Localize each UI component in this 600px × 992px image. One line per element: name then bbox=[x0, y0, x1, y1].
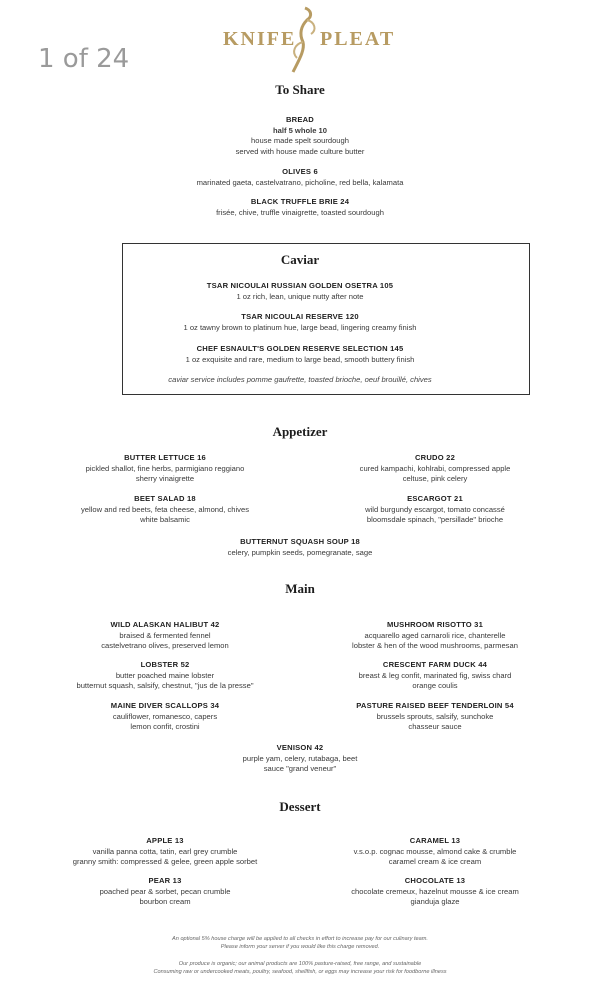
item-name: CARAMEL 13 bbox=[409, 836, 461, 845]
item-name: ESCARGOT 21 bbox=[407, 494, 463, 503]
item-desc: chasseur sauce bbox=[408, 722, 462, 731]
item-desc: bloomsdale spinach, "persillade" brioche bbox=[366, 515, 504, 524]
footnote-line: Consuming raw or undercooked meats, poultry, seafood, shellfish, or eggs may increase your risk for foodborne illness bbox=[153, 968, 447, 975]
item-desc: wild burgundy escargot, tomato concassé bbox=[365, 504, 505, 514]
footnote-line: Our produce is organic; our animal products are 100% pasture-raised, free range, and sustainable bbox=[178, 961, 422, 967]
menu-item-crescent-farm-duck bbox=[300, 660, 570, 692]
item-desc: castelvetrano olives, preserved lemon bbox=[101, 641, 229, 650]
item-name: MUSHROOM RISOTTO 31 bbox=[386, 620, 484, 629]
menu-item-scallops bbox=[30, 701, 300, 733]
item-desc: purple yam, celery, rutabaga, beet bbox=[242, 753, 358, 763]
item-desc: sauce "grand veneur" bbox=[263, 764, 337, 773]
item-desc: orange coulis bbox=[412, 681, 458, 690]
section-title-to-share: To Share bbox=[275, 82, 325, 97]
menu-item-olives bbox=[0, 167, 600, 188]
section-title-appetizer: Appetizer bbox=[272, 424, 328, 439]
item-name: PASTURE RAISED BEEF TENDERLOIN 54 bbox=[356, 701, 514, 710]
item-name: CHEF ESNAULT'S GOLDEN RESERVE SELECTION 145 bbox=[196, 344, 404, 353]
menu-item-pear bbox=[30, 876, 300, 908]
menu-item-lobster bbox=[30, 660, 300, 692]
item-desc: yellow and red beets, feta cheese, almond, chives bbox=[80, 504, 249, 514]
section-title-dessert: Dessert bbox=[279, 799, 321, 814]
item-desc: acquarello aged carnaroli rice, chanterelle bbox=[364, 630, 506, 640]
item-desc: butternut squash, salsify, chestnut, "jus de la presse" bbox=[76, 681, 254, 690]
item-name: PEAR 13 bbox=[148, 876, 182, 885]
item-desc: granny smith: compressed & gelee, green apple sorbet bbox=[72, 857, 258, 866]
item-desc: 1 oz exquisite and rare, medium to large bead, smooth buttery finish bbox=[185, 354, 415, 364]
menu-item-escargot bbox=[300, 494, 570, 526]
menu-item-chocolate bbox=[300, 876, 570, 908]
menu-item-halibut bbox=[30, 620, 300, 652]
item-desc: celery, pumpkin seeds, pomegranate, sage bbox=[227, 547, 373, 557]
item-desc: breast & leg confit, marinated fig, swiss chard bbox=[358, 670, 512, 680]
item-desc: 1 oz tawny brown to platinum hue, large bead, lingering creamy finish bbox=[183, 322, 417, 332]
item-name: BUTTERNUT SQUASH SOUP 18 bbox=[240, 537, 360, 546]
logo-figure-icon bbox=[285, 4, 319, 76]
item-name: TSAR NICOULAI RESERVE 120 bbox=[241, 312, 359, 321]
item-desc: cured kampachi, kohlrabi, compressed apple bbox=[359, 463, 511, 473]
item-name: LOBSTER 52 bbox=[140, 660, 190, 669]
item-desc: brussels sprouts, salsify, sunchoke bbox=[376, 711, 494, 721]
item-desc: braised & fermented fennel bbox=[119, 630, 211, 640]
item-desc: caramel cream & ice cream bbox=[388, 857, 482, 866]
menu-item-caviar-osetra bbox=[0, 281, 600, 302]
item-name: OLIVES 6 bbox=[282, 167, 318, 176]
item-desc: marinated gaeta, castelvatrano, picholine, red bella, kalamata bbox=[196, 177, 404, 187]
menu-item-venison bbox=[0, 743, 600, 775]
section-title-main: Main bbox=[285, 581, 315, 596]
footnote-house-charge bbox=[0, 936, 600, 951]
menu-item-apple bbox=[30, 836, 300, 868]
item-desc: cauliflower, romanesco, capers bbox=[112, 711, 218, 721]
item-desc: vanilla panna cotta, tatin, earl grey crumble bbox=[92, 846, 238, 856]
menu-item-butternut-squash-soup bbox=[0, 537, 600, 558]
item-desc: gianduja glaze bbox=[410, 897, 460, 906]
page-counter: 1 of 24 bbox=[38, 44, 130, 74]
item-desc: v.s.o.p. cognac mousse, almond cake & crumble bbox=[353, 846, 517, 856]
item-desc: white balsamic bbox=[140, 515, 190, 524]
footnote-line: Please inform your server if you would like this charge removed. bbox=[220, 943, 380, 950]
item-name: CRUDO 22 bbox=[415, 453, 455, 462]
item-name: MAINE DIVER SCALLOPS 34 bbox=[110, 701, 220, 710]
item-name: BEET SALAD 18 bbox=[134, 494, 196, 503]
caviar-service-note: caviar service includes pomme gaufrette, toasted brioche, oeuf brouillé, chives bbox=[168, 375, 432, 384]
item-desc: frisée, chive, truffle vinaigrette, toasted sourdough bbox=[216, 207, 384, 217]
menu-item-butter-lettuce bbox=[30, 453, 300, 485]
item-name: APPLE 13 bbox=[146, 836, 184, 845]
item-desc: 1 oz rich, lean, unique nutty after note bbox=[236, 291, 364, 301]
item-name: BREAD bbox=[285, 115, 314, 124]
menu-item-beef-tenderloin bbox=[300, 701, 570, 733]
item-desc: butter poached maine lobster bbox=[115, 670, 215, 680]
item-name: VENISON 42 bbox=[276, 743, 324, 752]
item-desc: lobster & hen of the wood mushrooms, parmesan bbox=[352, 641, 518, 650]
item-desc: poached pear & sorbet, pecan crumble bbox=[99, 886, 231, 896]
section-title-caviar: Caviar bbox=[280, 252, 320, 267]
restaurant-logo bbox=[0, 4, 600, 76]
item-name: WILD ALASKAN HALIBUT 42 bbox=[110, 620, 220, 629]
menu-item-caviar-reserve bbox=[0, 312, 600, 333]
item-name: BLACK TRUFFLE BRIE 24 bbox=[250, 197, 350, 206]
item-name: TSAR NICOULAI RUSSIAN GOLDEN OSETRA 105 bbox=[206, 281, 394, 290]
logo-text-right: PLEAT bbox=[320, 28, 396, 50]
item-desc: served with house made culture butter bbox=[235, 146, 365, 156]
menu-item-crudo bbox=[300, 453, 570, 485]
menu-item-bread bbox=[0, 115, 600, 157]
item-desc: house made spelt sourdough bbox=[251, 136, 349, 145]
menu-item-black-truffle-brie bbox=[0, 197, 600, 218]
menu-item-beet-salad bbox=[30, 494, 300, 526]
item-name: BUTTER LETTUCE 16 bbox=[124, 453, 206, 462]
item-desc: chocolate cremeux, hazelnut mousse & ice cream bbox=[351, 886, 519, 896]
menu-item-mushroom-risotto bbox=[300, 620, 570, 652]
menu-item-caramel bbox=[300, 836, 570, 868]
item-desc: sherry vinaigrette bbox=[135, 474, 195, 483]
item-name: CRESCENT FARM DUCK 44 bbox=[382, 660, 488, 669]
item-desc: lemon confit, crostini bbox=[130, 722, 200, 731]
menu-item-caviar-golden-reserve bbox=[0, 344, 600, 365]
item-desc: bourbon cream bbox=[139, 897, 191, 906]
item-desc: pickled shallot, fine herbs, parmigiano reggiano bbox=[85, 463, 245, 473]
footnote-sourcing bbox=[0, 961, 600, 976]
footnote-line: An optional 5% house charge will be applied to all checks in effort to increase pay for our culinary team. bbox=[172, 936, 428, 942]
logo-text-left: KNIFE bbox=[223, 28, 297, 50]
item-desc: half 5 whole 10 bbox=[272, 125, 328, 135]
item-name: CHOCOLATE 13 bbox=[404, 876, 466, 885]
item-desc: celtuse, pink celery bbox=[402, 474, 468, 483]
